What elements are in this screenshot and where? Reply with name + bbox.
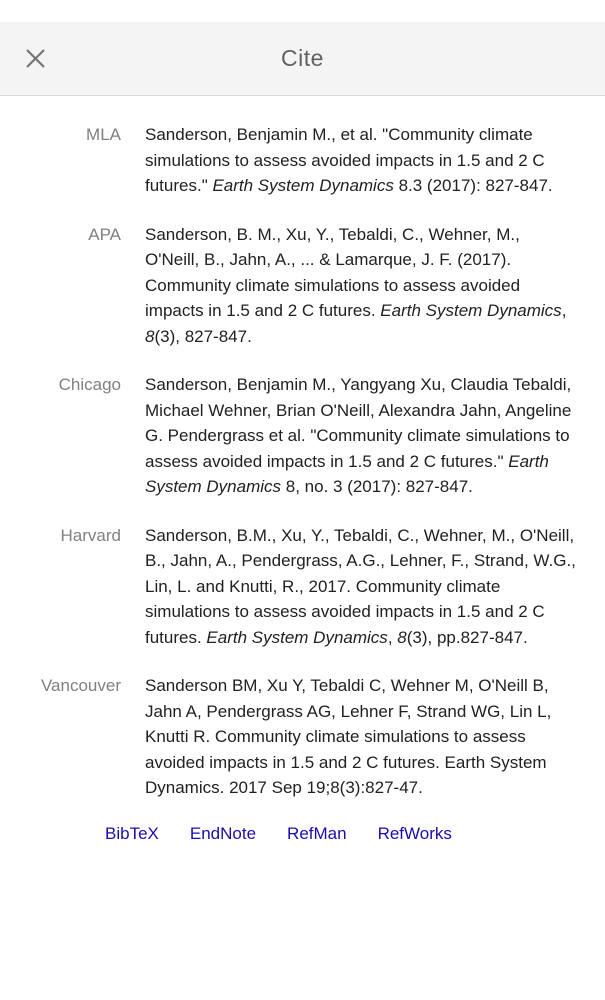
dialog-header (0, 22, 605, 96)
close-button[interactable] (17, 41, 53, 77)
citation-row (0, 673, 605, 801)
export-links (0, 824, 605, 844)
citation-style-label: Chicago (58, 375, 121, 394)
citation-style-label: APA (88, 224, 121, 244)
export-link-refworks[interactable]: RefWorks (377, 823, 452, 843)
citation-text: Sanderson, Benjamin M., Yangyang Xu, Claudia Tebaldi, Michael Wehner, Brian O'Neill, Alexandra Jahn, Angeline G. Pendergrass et al. "Community climate simulations to assess avoided impacts in 1.5 and 2 C futures." Earth System Dynamics 8, no. 3 (2017): 827-847. (145, 375, 572, 496)
citation-text: Sanderson BM, Xu Y, Tebaldi C, Wehner M, O'Neill B, Jahn A, Pendergrass AG, Lehner F, Strand WG, Lin L, Knutti R. Community climate simulations to assess avoided impacts in 1.5 and 2 C futures. Earth System Dynamics. 2017 Sep 19;8(3):827-47. (145, 676, 552, 797)
citation-row (0, 222, 605, 350)
citation-style-label: Harvard (60, 525, 121, 545)
close-icon (24, 47, 47, 70)
export-link-bibtex[interactable]: BibTeX (105, 823, 159, 843)
citation-row (0, 122, 605, 199)
citation-text: Sanderson, Benjamin M., et al. "Community climate simulations to assess avoided impacts in 1.5 and 2 C futures." Earth System Dynamics 8.3 (2017): 827-847. (145, 125, 553, 195)
citation-row (0, 523, 605, 651)
dialog-title: Cite (281, 45, 324, 71)
citation-style-label: Vancouver (40, 676, 121, 695)
top-strip (0, 0, 605, 22)
citation-style-label: MLA (86, 125, 121, 144)
citation-row (0, 372, 605, 500)
citation-list (0, 96, 605, 801)
citation-text: Sanderson, B. M., Xu, Y., Tebaldi, C., Wehner, M., O'Neill, B., Jahn, A., ... & Lamarque, J. F. (2017). Community climate simulations to assess avoided impacts in 1.5 and 2 C futures. Earth System Dynamics, 8(3), 827-847. (145, 224, 567, 346)
export-link-refman[interactable]: RefMan (287, 823, 347, 843)
citation-text: Sanderson, B.M., Xu, Y., Tebaldi, C., Wehner, M., O'Neill, B., Jahn, A., Pendergrass, A.G., Lehner, F., Strand, W.G., Lin, L. and Knutti, R., 2017. Community climate simulations to assess avoided impacts in 1.5 and 2 C futures. Earth System Dynamics, 8(3), pp.827-847. (145, 525, 576, 647)
export-link-endnote[interactable]: EndNote (189, 823, 257, 843)
